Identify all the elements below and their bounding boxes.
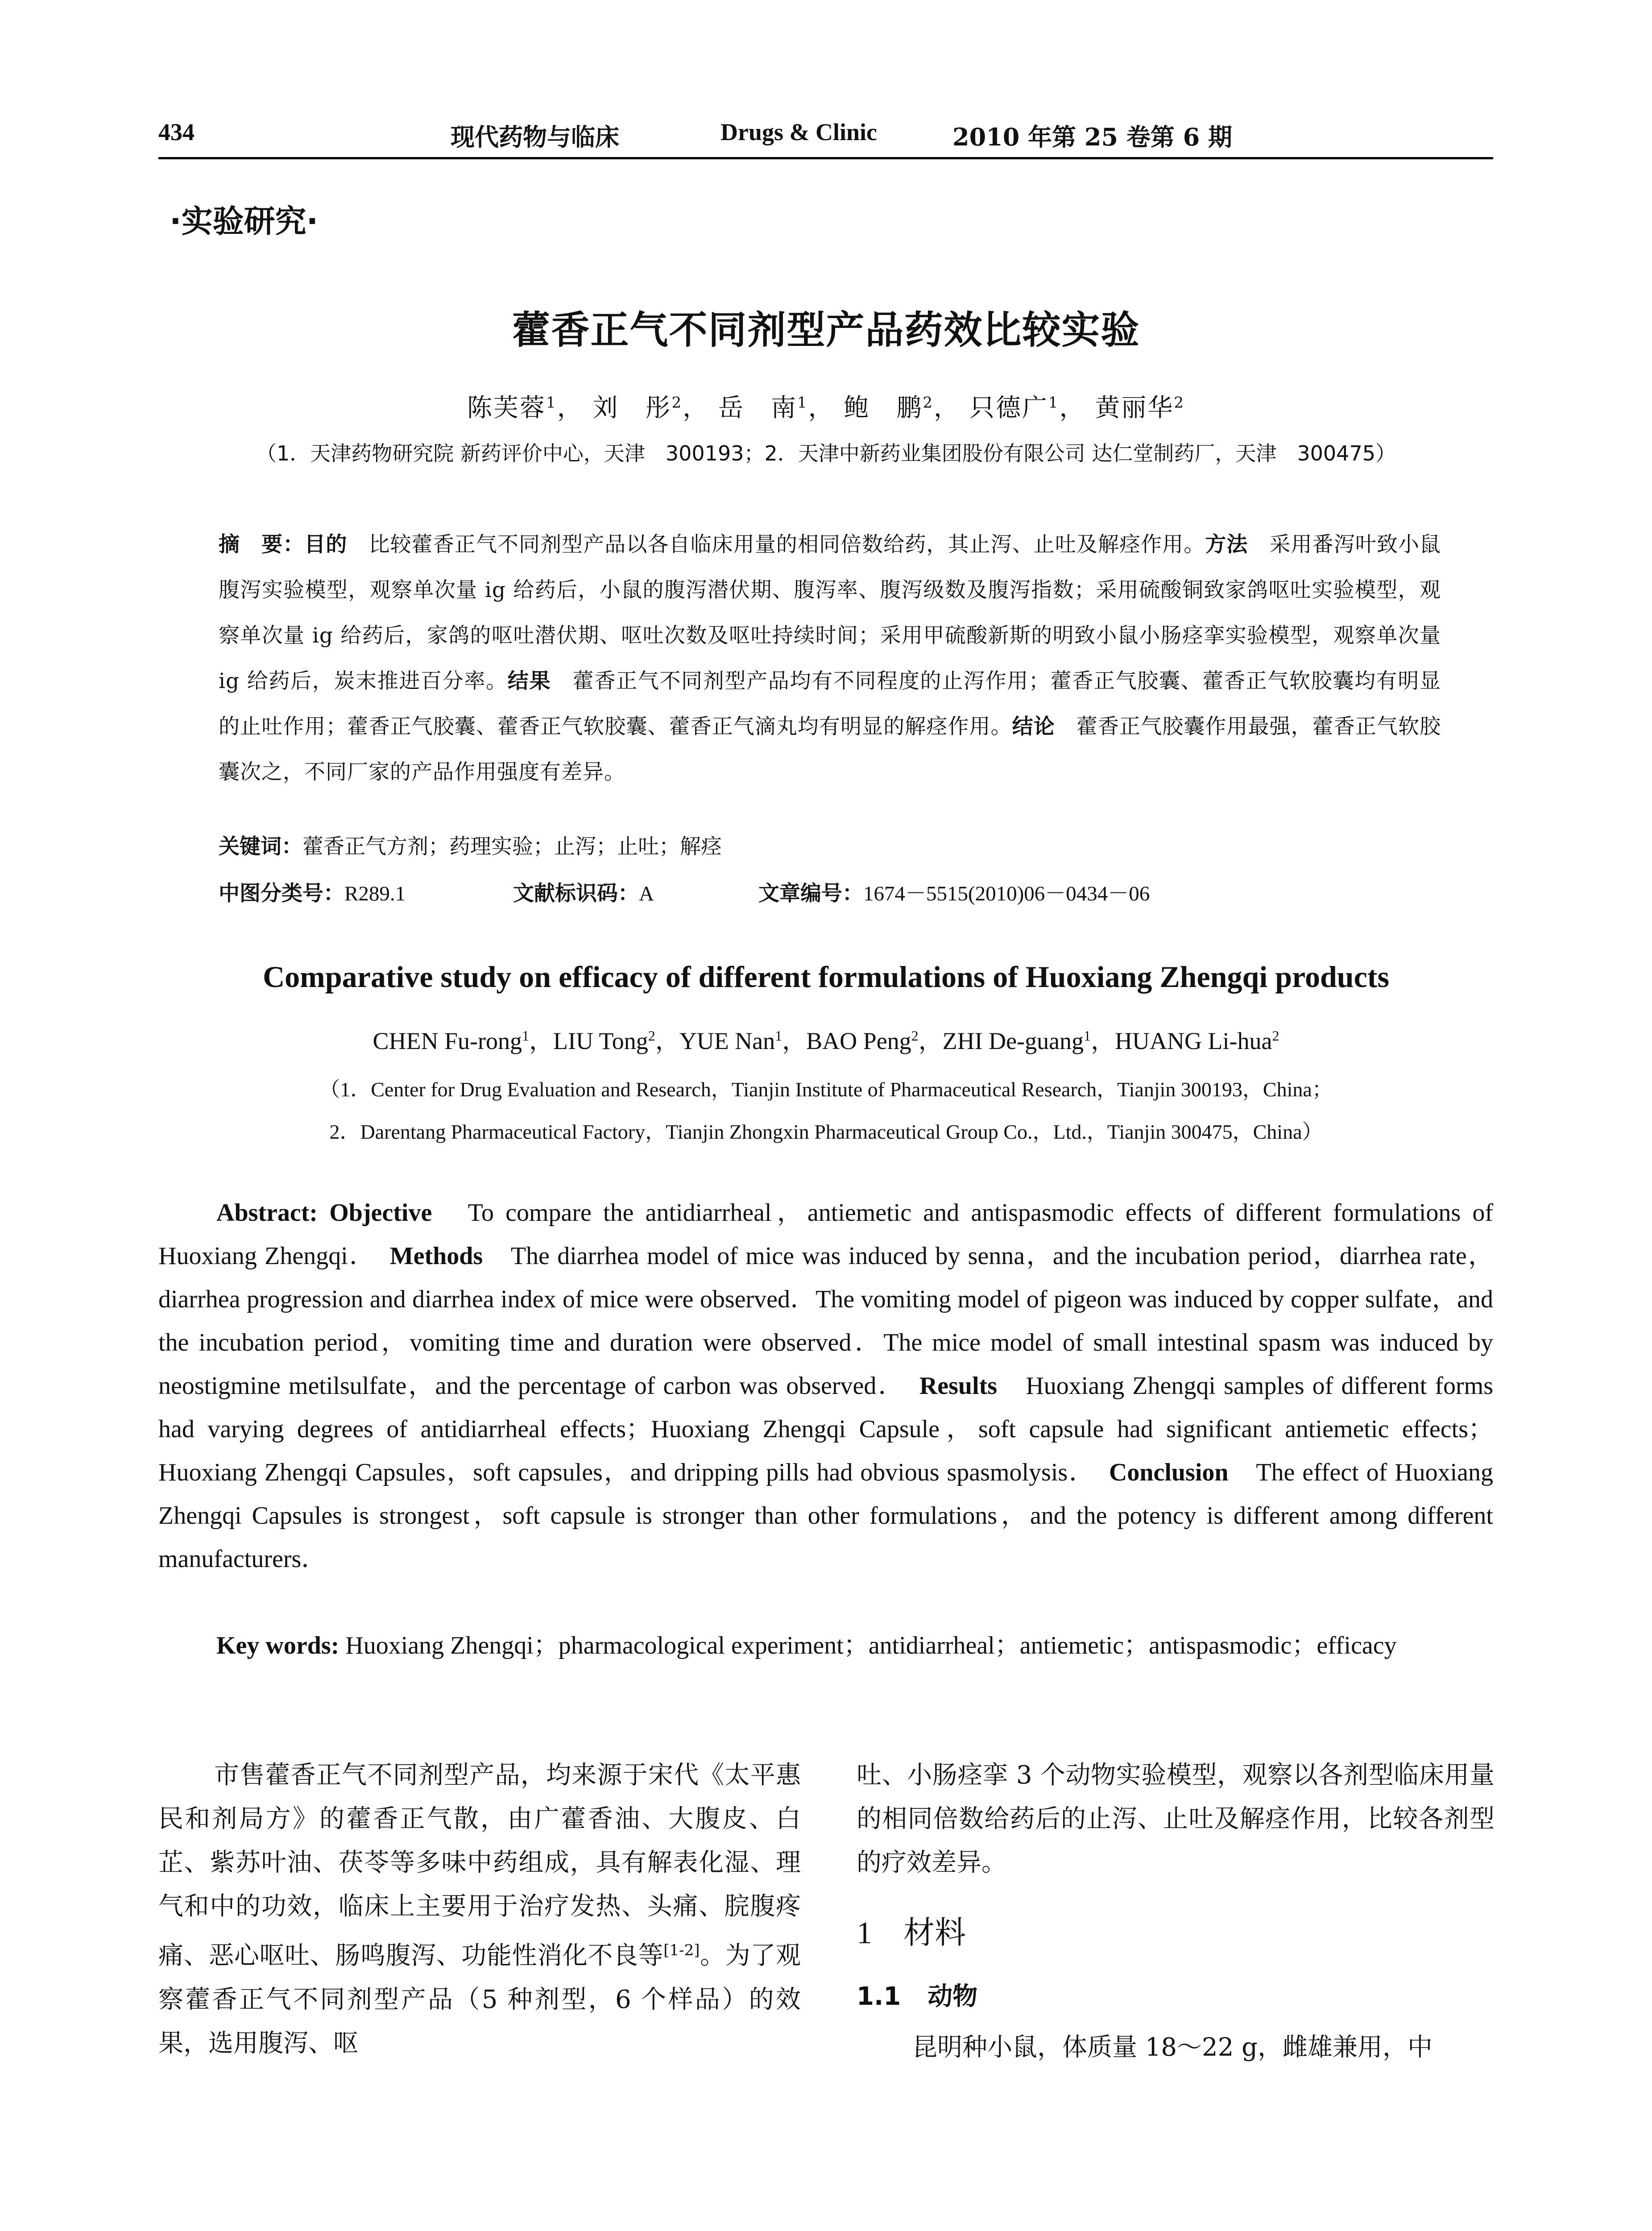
authors-en: CHEN Fu-rong$^1$，LIU Tong$^2$，YUE Nan$^1$，BAO Peng$^2$，ZHI De-guang$^1$，HUANG Li-hua$^2$ bbox=[373, 1028, 1279, 1054]
clc-label: 中图分类号： bbox=[219, 881, 344, 906]
results-text: 藿香正气不同剂型产品均有不同程度的止泻作用；藿香正气胶囊、藿香正气软胶囊均有明显的止吐作用；藿香正气胶囊、藿香正气软胶囊、藿香正气滴丸均有明显的解痉作用。 bbox=[219, 669, 1441, 739]
keywords-en-label: Key words: bbox=[216, 1632, 346, 1659]
abstract-en bbox=[158, 1191, 1493, 1581]
objective-en-text: To compare the antidiarrheal，antiemetic and antispasmodic effects of different formulations of Huoxiang Zhengqi． bbox=[158, 1199, 1493, 1270]
methods-label: 方法 bbox=[1205, 532, 1248, 557]
section-tag: ·实验研究· bbox=[170, 203, 319, 240]
intro-text-cont: 。为了观察藿香正气不同剂型产品（5 种剂型，6 个样品）的效果，选用腹泻、呕 bbox=[158, 1941, 801, 2058]
author-en: ZHI De-guang bbox=[942, 1028, 1084, 1054]
body-column-right bbox=[857, 1754, 1495, 1885]
intro-paragraph bbox=[158, 1754, 801, 2065]
author-affil-mark: 2 bbox=[1174, 394, 1185, 412]
author-cn: 刘 彤 bbox=[592, 394, 672, 423]
doc-value: A bbox=[639, 882, 654, 905]
author-affil-mark: 1 bbox=[546, 394, 557, 412]
page-number: 434 bbox=[158, 119, 195, 145]
author-affil-mark: 2 bbox=[911, 1028, 919, 1044]
affiliation-en-1: （1．Center for Drug Evaluation and Research，Tianjin Institute of Pharmaceutical Research，Tianjin 300193，China； bbox=[319, 1078, 1333, 1101]
methods-en-label: Methods bbox=[389, 1242, 483, 1270]
author-cn: 鲍 鹏 bbox=[844, 394, 923, 423]
objective-en-label: Objective bbox=[329, 1199, 432, 1227]
subsection-number: 1.1 bbox=[857, 1982, 901, 2011]
author-en: YUE Nan bbox=[679, 1028, 775, 1054]
results-en-text: Huoxiang Zhengqi samples of different forms had varying degrees of antidiarrheal effects；Huoxiang Zhengqi Capsule，soft capsule had significant antiemetic effects；Huoxiang Zhengqi Capsules，soft capsules，and dripping pills had obvious spasmolysis． bbox=[158, 1372, 1494, 1486]
author-affil-mark: 2 bbox=[1272, 1028, 1279, 1044]
section-title: 材料 bbox=[903, 1914, 966, 1951]
subsection-title: 动物 bbox=[927, 1982, 978, 2011]
author-affil-mark: 2 bbox=[923, 394, 934, 412]
journal-name-cn: 现代药物与临床 bbox=[451, 123, 619, 151]
keywords-label: 关键词： bbox=[219, 834, 302, 859]
journal-name-en: Drugs & Clinic bbox=[720, 119, 877, 145]
affiliation-cn: （1．天津药物研究院 新药评价中心，天津 300193；2．天津中新药业集团股份有限公司 达仁堂制药厂，天津 300475） bbox=[256, 441, 1396, 465]
intro-text: 市售藿香正气不同剂型产品，均来源于宋代《太平惠民和剂局方》的藿香正气散，由广藿香油、大腹皮、白芷、紫苏叶油、茯苓等多味中药组成，具有解表化湿、理气和中的功效，临床上主要用于治疗发热、头痛、脘腹疼痛、恶心呕吐、肠鸣腹泻、功能性消化不良等 bbox=[158, 1761, 801, 1970]
author-affil-mark: 1 bbox=[522, 1028, 529, 1044]
author-affil-mark: 1 bbox=[797, 394, 808, 412]
subsection-heading bbox=[857, 1977, 977, 2012]
conclusion-label: 结论 bbox=[1012, 714, 1055, 739]
author-cn: 岳 南 bbox=[718, 394, 797, 423]
affiliation-en-2: 2．Darentang Pharmaceutical Factory，Tianjin Zhongxin Pharmaceutical Group Co.，Ltd.，Tianjin 300475，China） bbox=[329, 1120, 1323, 1143]
title-en: Comparative study on efficacy of different formulations of Huoxiang Zhengqi products bbox=[263, 960, 1389, 994]
conclusion-text: 藿香正气胶囊作用最强，藿香正气软胶囊次之，不同厂家的产品作用强度有差异。 bbox=[219, 714, 1441, 784]
keywords-cn bbox=[219, 830, 722, 860]
animals-paragraph: 昆明种小鼠，体质量 18～22 g，雌雄兼用，中 bbox=[912, 2033, 1433, 2062]
methods-en-text: The diarrhea model of mice was induced by senna，and the incubation period，diarrhea rate，diarrhea progression and diarrhea index of mice were observed．The vomiting model of pigeon was induced by copper sulfate，and the incubation period，vomiting time and duration were observed．The mice model of small intestinal spasm was induced by neostigmine metilsulfate，and the percentage of carbon was observed． bbox=[158, 1242, 1494, 1400]
abstract-cn bbox=[219, 522, 1441, 795]
intro-paragraph-continued: 吐、小肠痉挛 3 个动物实验模型，观察以各剂型临床用量的相同倍数给药后的止泻、止吐及解痉作用，比较各剂型的疗效差异。 bbox=[857, 1761, 1495, 1877]
abstract-en-label: Abstract: bbox=[216, 1199, 330, 1227]
abstract-label: 摘 要： bbox=[219, 532, 305, 557]
clc-number bbox=[219, 877, 406, 907]
doc-label: 文献标识码： bbox=[513, 881, 639, 906]
article-value: 1674－5515(2010)06－0434－06 bbox=[863, 882, 1150, 905]
keywords-en-text: Huoxiang Zhengqi；pharmacological experiment；antidiarrheal；antiemetic；antispasmodic；efficacy bbox=[345, 1632, 1397, 1659]
body-column-left bbox=[158, 1754, 801, 2065]
author-affil-mark: 1 bbox=[1048, 394, 1060, 412]
conclusion-en-label: Conclusion bbox=[1109, 1459, 1229, 1486]
author-cn: 陈芙蓉 bbox=[467, 394, 547, 423]
section-heading bbox=[857, 1908, 966, 1953]
author-cn: 只德广 bbox=[969, 394, 1048, 423]
authors-cn: 陈芙蓉$^1$， 刘 彤$^2$， 岳 南$^1$， 鲍 鹏$^2$， 只德广$^1$， 黄丽华$^2$ bbox=[467, 394, 1185, 423]
author-affil-mark: 1 bbox=[1084, 1028, 1091, 1044]
issue-info: 2010 年第 25 卷第 6 期 bbox=[952, 123, 1233, 151]
author-en: BAO Peng bbox=[806, 1028, 911, 1054]
results-label: 结果 bbox=[507, 669, 551, 693]
results-en-label: Results bbox=[919, 1372, 998, 1400]
keywords-en bbox=[158, 1624, 1493, 1667]
objective-label: 目的 bbox=[304, 532, 348, 557]
author-affil-mark: 2 bbox=[671, 394, 683, 412]
document-code bbox=[513, 877, 654, 907]
clc-value: R289.1 bbox=[344, 882, 406, 905]
author-cn: 黄丽华 bbox=[1095, 394, 1174, 423]
author-en: CHEN Fu-rong bbox=[373, 1028, 522, 1054]
article-label: 文章编号： bbox=[758, 881, 863, 906]
keywords-text: 藿香正气方剂；药理实验；止泻；止吐；解痉 bbox=[302, 834, 722, 859]
running-header bbox=[158, 118, 1497, 154]
author-affil-mark: 2 bbox=[648, 1028, 655, 1044]
objective-text: 比较藿香正气不同剂型产品以各自临床用量的相同倍数给药，其止泻、止吐及解痉作用。 bbox=[347, 532, 1205, 557]
header-rule bbox=[158, 157, 1493, 159]
methods-text: 采用番泻叶致小鼠腹泻实验模型，观察单次量 ig 给药后，小鼠的腹泻潜伏期、腹泻率、腹泻级数及腹泻指数；采用硫酸铜致家鸽呕吐实验模型，观察单次量 ig 给药后，家鸽的呕吐潜伏期、呕吐次数及呕吐持续时间；采用甲硫酸新斯的明致小鼠小肠痉挛实验模型，观察单次量 ig 给药后，炭末推进百分率。 bbox=[219, 532, 1441, 693]
citation-ref: [1-2] bbox=[663, 1941, 700, 1959]
conclusion-en-text: The effect of Huoxiang Zhengqi Capsules is strongest，soft capsule is stronger than other formulations，and the potency is different among different manufacturers． bbox=[158, 1459, 1493, 1573]
author-en: HUANG Li-hua bbox=[1115, 1028, 1272, 1054]
author-affil-mark: 1 bbox=[775, 1028, 783, 1044]
title-cn: 藿香正气不同剂型产品药效比较实验 bbox=[512, 308, 1140, 352]
author-en: LIU Tong bbox=[553, 1028, 648, 1054]
section-number: 1 bbox=[857, 1916, 872, 1950]
article-number bbox=[758, 877, 1150, 907]
